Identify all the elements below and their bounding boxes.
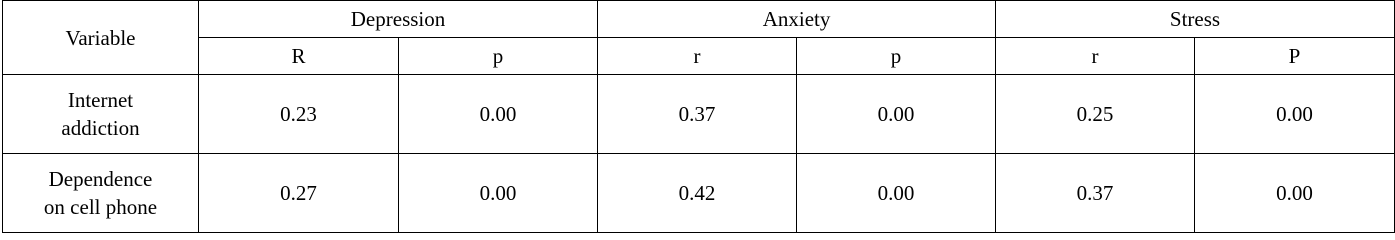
- table-cell: 0.37: [996, 154, 1195, 233]
- row-label: [3, 75, 199, 154]
- table-cell: 0.42: [598, 154, 797, 233]
- table-cell: 0.37: [598, 75, 797, 154]
- table-cell: 0.00: [399, 154, 598, 233]
- subheader-anxiety-p: p: [797, 38, 996, 75]
- row-label-line: on cell phone: [43, 195, 158, 219]
- table-row: [3, 75, 1395, 154]
- subheader-depression-p: p: [399, 38, 598, 75]
- table-cell: 0.00: [797, 75, 996, 154]
- row-label-line: Dependence: [48, 167, 153, 191]
- table-cell: 0.23: [199, 75, 399, 154]
- row-label: [3, 154, 199, 233]
- header-row-stats: [3, 38, 1395, 75]
- table-cell: 0.27: [199, 154, 399, 233]
- header-row-groups: [3, 1, 1395, 38]
- row-label-line: Internet: [67, 88, 134, 112]
- subheader-anxiety-r: r: [598, 38, 797, 75]
- variable-header: Variable: [3, 1, 199, 75]
- subheader-depression-r: R: [199, 38, 399, 75]
- table-cell: 0.00: [1195, 154, 1395, 233]
- table-row: [3, 154, 1395, 233]
- table-cell: 0.25: [996, 75, 1195, 154]
- table-cell: 0.00: [797, 154, 996, 233]
- subheader-stress-p: P: [1195, 38, 1395, 75]
- row-label-line: addiction: [61, 116, 140, 140]
- table-cell: 0.00: [1195, 75, 1395, 154]
- group-header-depression: Depression: [199, 1, 598, 38]
- correlation-table: [2, 0, 1395, 233]
- group-header-anxiety: Anxiety: [598, 1, 996, 38]
- table-cell: 0.00: [399, 75, 598, 154]
- subheader-stress-r: r: [996, 38, 1195, 75]
- group-header-stress: Stress: [996, 1, 1395, 38]
